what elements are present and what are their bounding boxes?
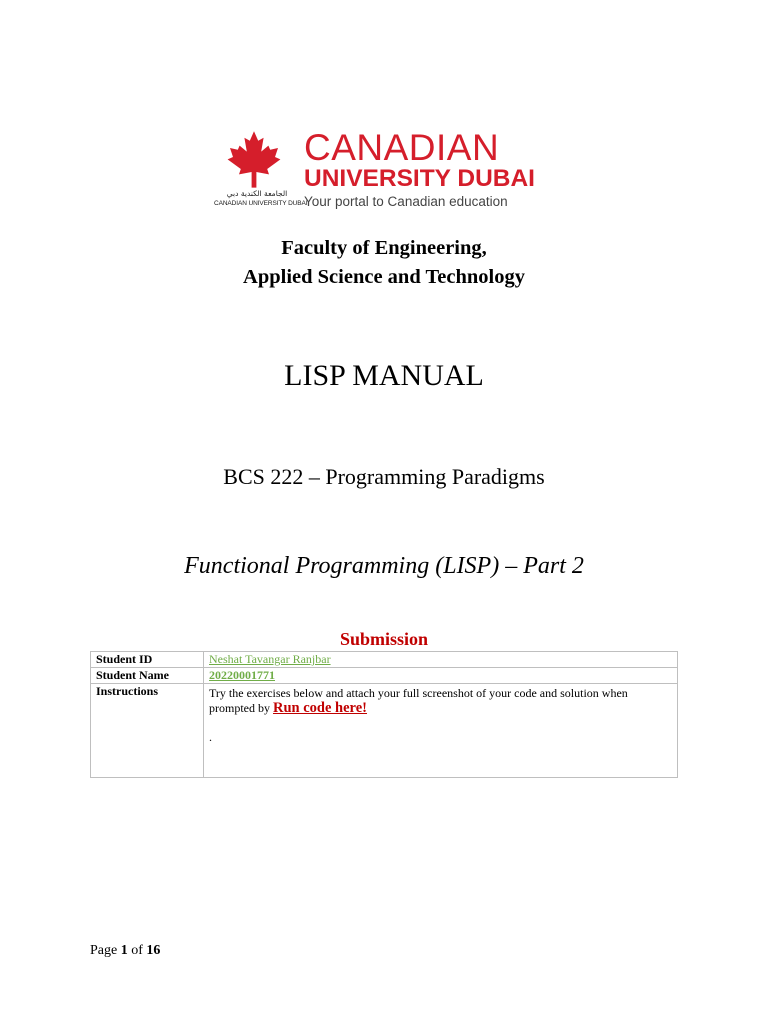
logo-mark: [214, 128, 308, 214]
student-id-link[interactable]: Neshat Tavangar Ranjbar: [209, 652, 331, 666]
logo-small-name: CANADIAN UNIVERSITY DUBAI: [214, 200, 308, 207]
student-name-label: Student Name: [91, 668, 204, 684]
instructions-value: [204, 684, 678, 778]
instructions-body: Try the exercises below and attach your full screenshot of your code and solution when prompted by: [209, 686, 628, 715]
course-name: BCS 222 – Programming Paradigms: [223, 464, 545, 489]
student-id-value[interactable]: [204, 652, 678, 668]
run-code-link[interactable]: Run code here!: [273, 700, 367, 716]
instructions-label: Instructions: [91, 684, 204, 778]
faculty-line1: Faculty of Engineering,: [281, 237, 487, 259]
document-subtitle: Functional Programming (LISP) – Part 2: [184, 553, 584, 579]
faculty-heading: [0, 234, 768, 292]
table-row: [91, 652, 678, 668]
submission-table: [90, 651, 678, 778]
instructions-text: [209, 684, 672, 716]
logo-wordmark: [304, 127, 535, 211]
page-footer: [90, 942, 160, 960]
table-row: [91, 668, 678, 684]
submission-heading: Submission: [339, 629, 429, 649]
logo-tagline: Your portal to Canadian education: [304, 194, 508, 209]
student-id-label: Student ID: [91, 652, 204, 668]
student-name-value[interactable]: [204, 668, 678, 684]
footer-total-pages: 16: [146, 943, 161, 958]
document-title: LISP MANUAL: [284, 359, 484, 392]
logo-arabic-name: الجامعة الكندية دبي: [226, 189, 288, 198]
logo-brand-line1: CANADIAN: [304, 127, 500, 168]
table-row: [91, 684, 678, 778]
maple-leaf-icon: [224, 130, 284, 190]
footer-current-page: 1: [120, 943, 128, 958]
instructions-trailing: .: [209, 730, 212, 744]
faculty-line2: Applied Science and Technology: [243, 266, 525, 288]
university-logo: [214, 127, 535, 214]
logo-brand-line2: UNIVERSITY DUBAI: [304, 165, 535, 192]
footer-of-label: of: [131, 943, 143, 958]
student-name-link[interactable]: 20220001771: [209, 668, 275, 682]
footer-page-label: Page: [90, 943, 118, 958]
